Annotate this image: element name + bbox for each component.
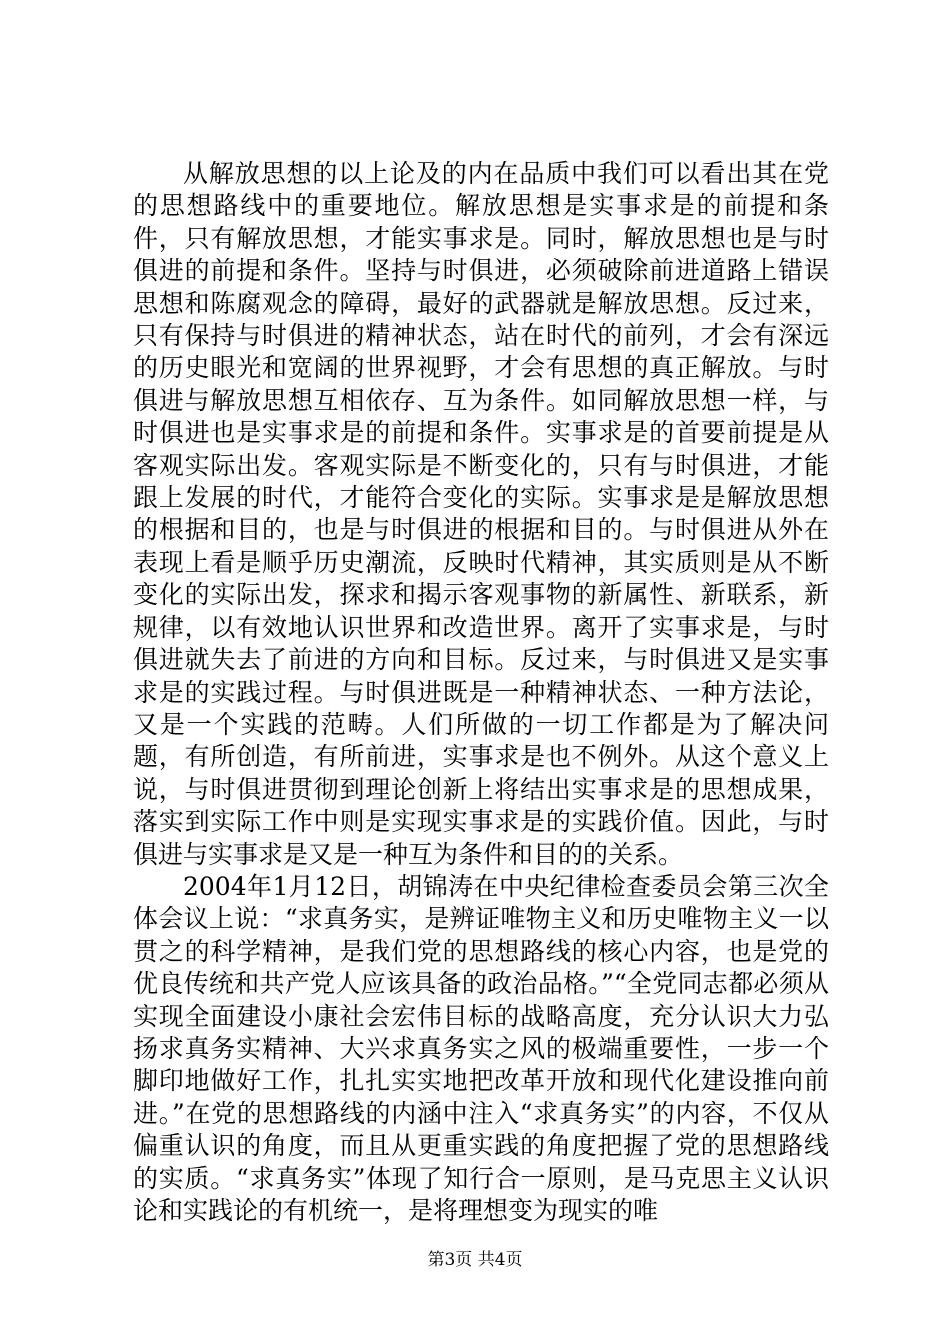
page-footer: 第3页 共4页 — [427, 1250, 523, 1270]
paragraph-1: 从解放思想的以上论及的内在品质中我们可以看出其在党的思想路线中的重要地位。解放思想是实事求是的前提和条件，只有解放思想，才能实事求是。同时，解放思想也是与时俱进的前提和条件。坚持与时俱进，必须破除前进道路上错误思想和陈腐观念的障碍，最好的武器就是解放思想。反过来，只有保持与时俱进的精神状态，站在时代的前列，才会有深远的历史眼光和宽阔的世界视野，才会有思想的真正解放。与时俱进与解放思想互相依存、互为条件。如同解放思想一样，与时俱进也是实事求是的前提和条件。实事求是的首要前提是从客观实际出发。客观实际是不断变化的，只有与时俱进，才能跟上发展的时代，才能符合变化的实际。实事求是是解放思想的根据和目的，也是与时俱进的根据和目的。与时俱进从外在表现上看是顺乎历史潮流，反映时代精神，其实质则是从不断变化的实际出发，探求和揭示客观事物的新属性、新联系，新规律，以有效地认识世界和改造世界。离开了实事求是，与时俱进就失去了前进的方向和目标。反过来，与时俱进又是实事求是的实践过程。与时俱进既是一种精神状态、一种方法论，又是一个实践的范畴。人们所做的一切工作都是为了解决问题，有所创造，有所前进，实事求是也不例外。从这个意义上说，与时俱进贯彻到理论创新上将结出实事求是的思想成果，落实到实际工作中则是实现实事求是的实践价值。因此，与时俱进与实事求是又是一种互为条件和目的的关系。 — [133, 159, 829, 869]
paragraph-2: 2004年1月12日，胡锦涛在中央纪律检查委员会第三次全体会议上说：“求真务实，是辨证唯物主义和历史唯物主义一以贯之的科学精神，是我们党的思想路线的核心内容，也是党的优良传统和共产党人应该具备的政治品格。”“全党同志都必须从实现全面建设小康社会宏伟目标的战略高度，充分认识大力弘扬求真务实精神、大兴求真务实之风的极端重要性，一步一个脚印地做好工作，扎扎实实地把改革开放和现代化建设推向前进。”在党的思想路线的内涵中注入“求真务实”的内容，不仅从偏重认识的角度，而且从更重实践的角度把握了党的思想路线的实质。“求真务实”体现了知行合一原则，是马克思主义认识论和实践论的有机统一，是将理想变为现实的唯 — [133, 871, 829, 1225]
document-body — [133, 158, 829, 1227]
